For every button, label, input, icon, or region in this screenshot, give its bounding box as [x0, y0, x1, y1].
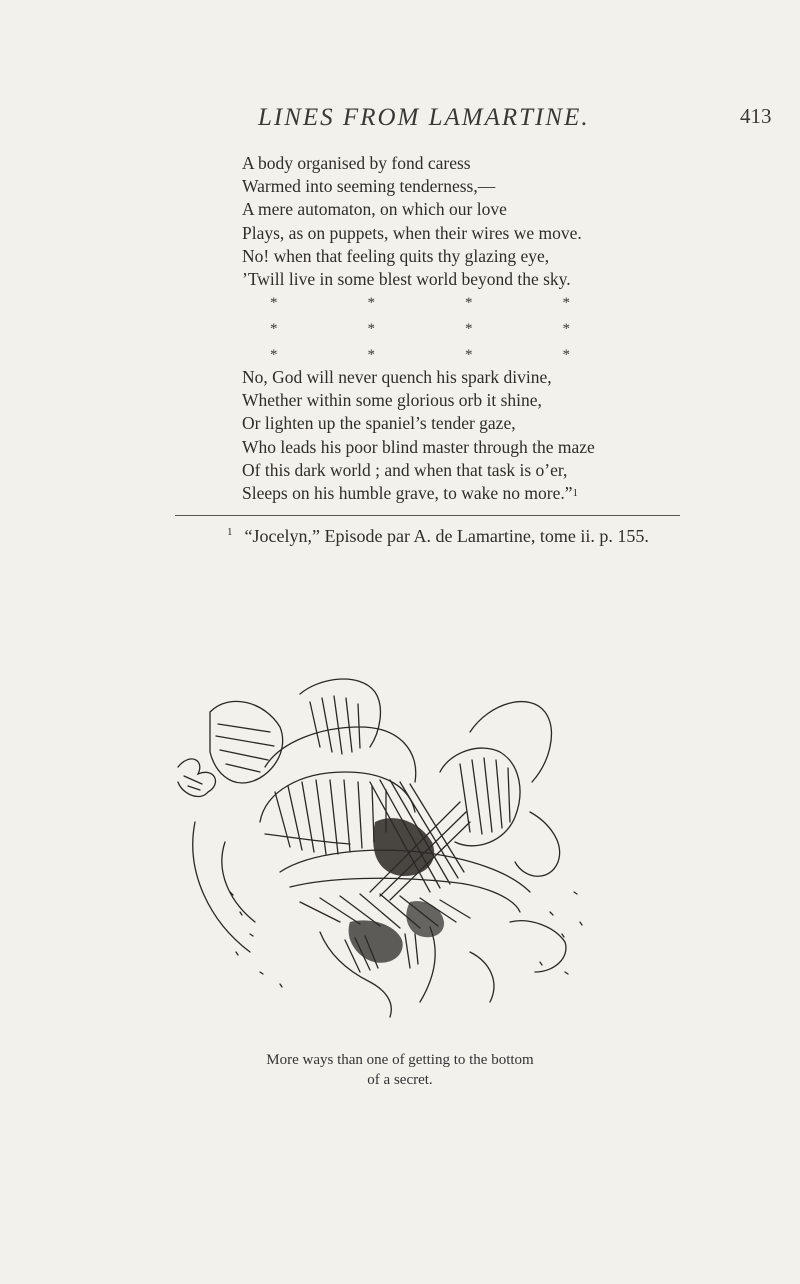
footnote	[227, 526, 649, 547]
asterisk: *	[367, 321, 375, 337]
asterisk-row	[270, 316, 570, 342]
woodcut-dog-digging-icon	[170, 672, 610, 1032]
footnote-text: “Jocelyn,” Episode par A. de Lamartine, tome ii. p. 155.	[244, 526, 649, 546]
asterisk: *	[465, 347, 473, 363]
footnote-marker: 1	[227, 526, 233, 538]
poem-line: Warmed into seeming tenderness,—	[242, 176, 496, 197]
poem-line: Plays, as on puppets, when their wires we move.	[242, 222, 582, 243]
asterism-divider	[270, 290, 570, 368]
asterisk: *	[562, 321, 570, 337]
asterisk: *	[367, 347, 375, 363]
asterisk: *	[367, 295, 375, 311]
asterisk: *	[270, 295, 278, 311]
footnote-reference[interactable]: 1	[572, 487, 578, 500]
asterisk: *	[270, 347, 278, 363]
poem-line-text: Sleeps on his humble grave, to wake no more.”	[242, 483, 573, 504]
poem-stanza-1	[242, 152, 722, 291]
poem-line: Of this dark world ; and when that task is o’er,	[242, 459, 568, 480]
asterisk: *	[562, 347, 570, 363]
illustration-caption-line1: More ways than one of getting to the bottom	[266, 1052, 534, 1068]
running-title: LINES FROM LAMARTINE.	[258, 104, 590, 131]
asterisk: *	[270, 321, 278, 337]
asterisk-row	[270, 290, 570, 316]
poem-line: Whether within some glorious orb it shine,	[242, 390, 542, 411]
asterisk: *	[465, 321, 473, 337]
poem-line: A mere automaton, on which our love	[242, 199, 507, 220]
poem-line: A body organised by fond caress	[242, 153, 471, 173]
asterisk: *	[465, 295, 473, 311]
poem-line: Who leads his poor blind master through the maze	[242, 436, 595, 457]
page-header	[0, 104, 800, 144]
asterisk: *	[562, 295, 570, 311]
footnote-divider	[175, 515, 680, 516]
poem-line: No, God will never quench his spark divine,	[242, 367, 552, 387]
page-number: 413	[740, 104, 772, 128]
poem-line: ’Twill live in some blest world beyond the sky.	[242, 269, 571, 290]
poem-line: No! when that feeling quits thy glazing eye,	[242, 245, 550, 266]
poem-stanza-2	[242, 366, 722, 505]
asterisk-row	[270, 342, 570, 368]
illustration-caption-line2: of a secret.	[367, 1072, 433, 1088]
poem-line-last	[242, 482, 722, 505]
poem-line: Or lighten up the spaniel’s tender gaze,	[242, 413, 516, 434]
